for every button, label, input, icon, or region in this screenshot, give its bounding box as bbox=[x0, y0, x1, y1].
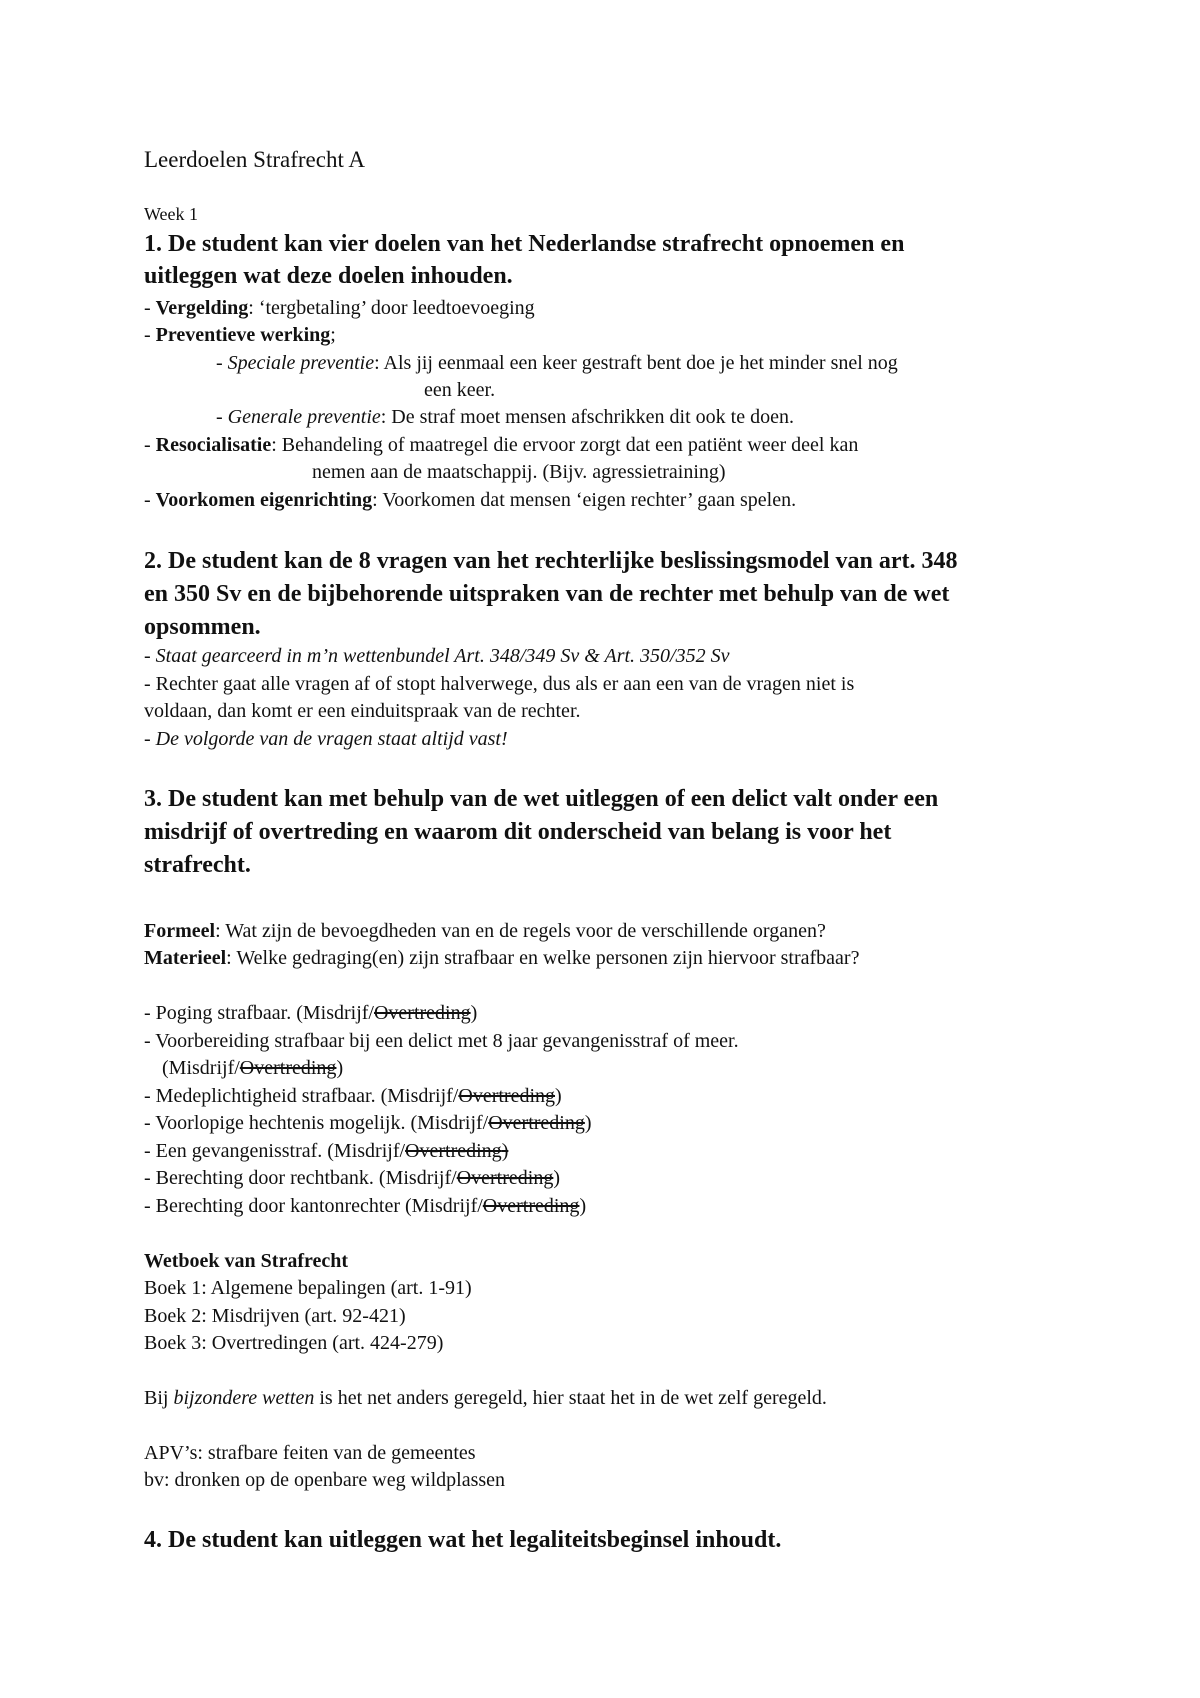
q1-generale: - Generale preventie: De straf moet mensen afschrikken dit ook te doen. bbox=[216, 406, 794, 428]
list-item-text: - Voorlopige hechtenis mogelijk. ( bbox=[144, 1112, 418, 1134]
materieel-label: Materieel bbox=[144, 947, 227, 969]
preventie-text: ; bbox=[330, 324, 336, 346]
q3-heading-line3: strafrecht. bbox=[144, 852, 251, 878]
vergelding-label: Vergelding bbox=[155, 297, 249, 319]
q3-heading-line2: misdrijf of overtreding en waarom dit onderscheid van belang is voor het bbox=[144, 819, 892, 845]
list-item-text: - Poging strafbaar. ( bbox=[144, 1002, 303, 1024]
boek-1: Boek 1: Algemene bepalingen (art. 1-91) bbox=[144, 1277, 472, 1299]
vergelding-text: : ‘tergbetaling’ door leedtoevoeging bbox=[248, 297, 535, 319]
list-item-text: - Berechting door rechtbank. ( bbox=[144, 1167, 386, 1189]
bij-post: is het net anders geregeld, hier staat het in de wet zelf geregeld. bbox=[314, 1387, 827, 1409]
list-item-text: - Medeplichtigheid strafbaar. ( bbox=[144, 1085, 388, 1107]
overtreding-struck: Overtreding bbox=[405, 1140, 502, 1162]
preventie-label: Preventieve werking bbox=[155, 324, 331, 346]
q2-line4: - De volgorde van de vragen staat altijd vast! bbox=[144, 728, 508, 750]
speciale-text: : Als jij eenmaal een keer gestraft bent doe je het minder snel nog bbox=[374, 352, 898, 374]
overtreding-struck: Overtreding bbox=[488, 1112, 585, 1134]
q2-line1: - Staat gearceerd in m’n wettenbundel Art. 348/349 Sv & Art. 350/352 Sv bbox=[144, 645, 730, 667]
q1-voorkomen: - Voorkomen eigenrichting: Voorkomen dat mensen ‘eigen rechter’ gaan spelen. bbox=[144, 489, 797, 511]
list-item: - Voorlopige hechtenis mogelijk. (Misdrijf/Overtreding) bbox=[144, 1112, 592, 1134]
generale-text: : De straf moet mensen afschrikken dit ook te doen. bbox=[380, 406, 794, 428]
q2-line2: - Rechter gaat alle vragen af of stopt halverwege, dus als er aan een van de vragen niet is bbox=[144, 673, 855, 695]
bijzondere-wetten-line bbox=[144, 1385, 827, 1412]
list-item: - Berechting door kantonrechter (Misdrijf/Overtreding) bbox=[144, 1195, 587, 1217]
voorkomen-text: : Voorkomen dat mensen ‘eigen rechter’ gaan spelen. bbox=[372, 489, 797, 511]
misdrijf-label: Misdrijf/ bbox=[168, 1057, 240, 1079]
speciale-label: Speciale preventie bbox=[227, 352, 375, 374]
list-item-text: - Voorbereiding strafbaar bij een delict met 8 jaar gevangenisstraf of meer. bbox=[144, 1030, 739, 1052]
wetboek-title: Wetboek van Strafrecht bbox=[144, 1250, 349, 1272]
overtreding-struck: Overtreding bbox=[239, 1057, 337, 1079]
q1-preventie: - Preventieve werking; bbox=[144, 324, 336, 346]
list-item: - Medeplichtigheid strafbaar. (Misdrijf/Overtreding) bbox=[144, 1085, 562, 1107]
q3-materieel bbox=[144, 945, 859, 972]
list-item: - Berechting door rechtbank. (Misdrijf/Overtreding) bbox=[144, 1167, 561, 1189]
q2-heading-line1: 2. De student kan de 8 vragen van het rechterlijke beslissingsmodel van art. 348 bbox=[144, 548, 958, 574]
document-title: Leerdoelen Strafrecht A bbox=[144, 147, 365, 172]
misdrijf-label: Misdrijf/ bbox=[387, 1085, 459, 1107]
q1-resocialisatie: - Resocialisatie: Behandeling of maatregel die ervoor zorgt dat een patiënt weer deel kan bbox=[144, 434, 859, 456]
misdrijf-label: Misdrijf/ bbox=[417, 1112, 489, 1134]
q1-speciale-cont: een keer. bbox=[424, 379, 496, 401]
week-label: Week 1 bbox=[144, 204, 199, 224]
misdrijf-label: Misdrijf/ bbox=[302, 1002, 374, 1024]
resocialisatie-label: Resocialisatie bbox=[155, 434, 272, 456]
q2-heading-line2: en 350 Sv en de bijbehorende uitspraken van de rechter met behulp van de wet bbox=[144, 581, 950, 607]
overtreding-struck: Overtreding bbox=[458, 1085, 556, 1107]
generale-label: Generale preventie bbox=[227, 406, 381, 428]
q1-vergelding: - Vergelding: ‘tergbetaling’ door leedtoevoeging bbox=[144, 297, 535, 319]
q3-heading-line1: 3. De student kan met behulp van de wet uitleggen of een delict valt onder een bbox=[144, 786, 939, 812]
apv-line1: APV’s: strafbare feiten van de gemeentes bbox=[144, 1442, 476, 1464]
overtreding-struck: Overtreding bbox=[456, 1167, 554, 1189]
boek-2: Boek 2: Misdrijven (art. 92-421) bbox=[144, 1305, 406, 1327]
q1-heading-line2: uitleggen wat deze doelen inhouden. bbox=[144, 263, 513, 289]
misdrijf-label: Misdrijf/ bbox=[411, 1195, 483, 1217]
bij-pre: Bij bbox=[144, 1387, 174, 1409]
q2-line3: voldaan, dan komt er een einduitspraak van de rechter. bbox=[144, 700, 581, 722]
q3-formeel bbox=[144, 918, 826, 945]
q1-speciale: - Speciale preventie: Als jij eenmaal een keer gestraft bent doe je het minder snel nog bbox=[216, 352, 898, 374]
list-item: - Een gevangenisstraf. (Misdrijf/Overtreding) bbox=[144, 1140, 509, 1162]
overtreding-struck: Overtreding bbox=[373, 1002, 471, 1024]
list-item-text: - Berechting door kantonrechter ( bbox=[144, 1195, 412, 1217]
q2-heading-line3: opsommen. bbox=[144, 614, 261, 640]
overtreding-struck: Overtreding bbox=[482, 1195, 580, 1217]
apv-line2: bv: dronken op de openbare weg wildplassen bbox=[144, 1469, 506, 1491]
materieel-text: : Welke gedraging(en) zijn strafbaar en welke personen zijn hiervoor strafbaar? bbox=[226, 947, 860, 969]
list-item-text: - Een gevangenisstraf. ( bbox=[144, 1140, 334, 1162]
boek-3: Boek 3: Overtredingen (art. 424-279) bbox=[144, 1332, 444, 1354]
formeel-text: : Wat zijn de bevoegdheden van en de regels voor de verschillende organen? bbox=[215, 920, 826, 942]
voorkomen-label: Voorkomen eigenrichting bbox=[155, 489, 373, 511]
q1-resocialisatie-cont: nemen aan de maatschappij. (Bijv. agressietraining) bbox=[312, 461, 726, 483]
q1-heading-line1: 1. De student kan vier doelen van het Nederlandse strafrecht opnoemen en bbox=[144, 231, 905, 257]
bij-em: bijzondere wetten bbox=[173, 1387, 315, 1409]
misdrijf-label: Misdrijf/ bbox=[333, 1140, 406, 1162]
resocialisatie-text: : Behandeling of maatregel die ervoor zorgt dat een patiënt weer deel kan bbox=[271, 434, 859, 456]
list-item-cont: (Misdrijf/Overtreding) bbox=[162, 1057, 344, 1079]
list-item: - Poging strafbaar. (Misdrijf/Overtreding) bbox=[144, 1002, 478, 1024]
misdrijf-label: Misdrijf/ bbox=[385, 1167, 457, 1189]
q4-heading: 4. De student kan uitleggen wat het legaliteitsbeginsel inhoudt. bbox=[144, 1527, 782, 1553]
list-item bbox=[144, 1028, 739, 1055]
formeel-label: Formeel bbox=[144, 920, 216, 942]
